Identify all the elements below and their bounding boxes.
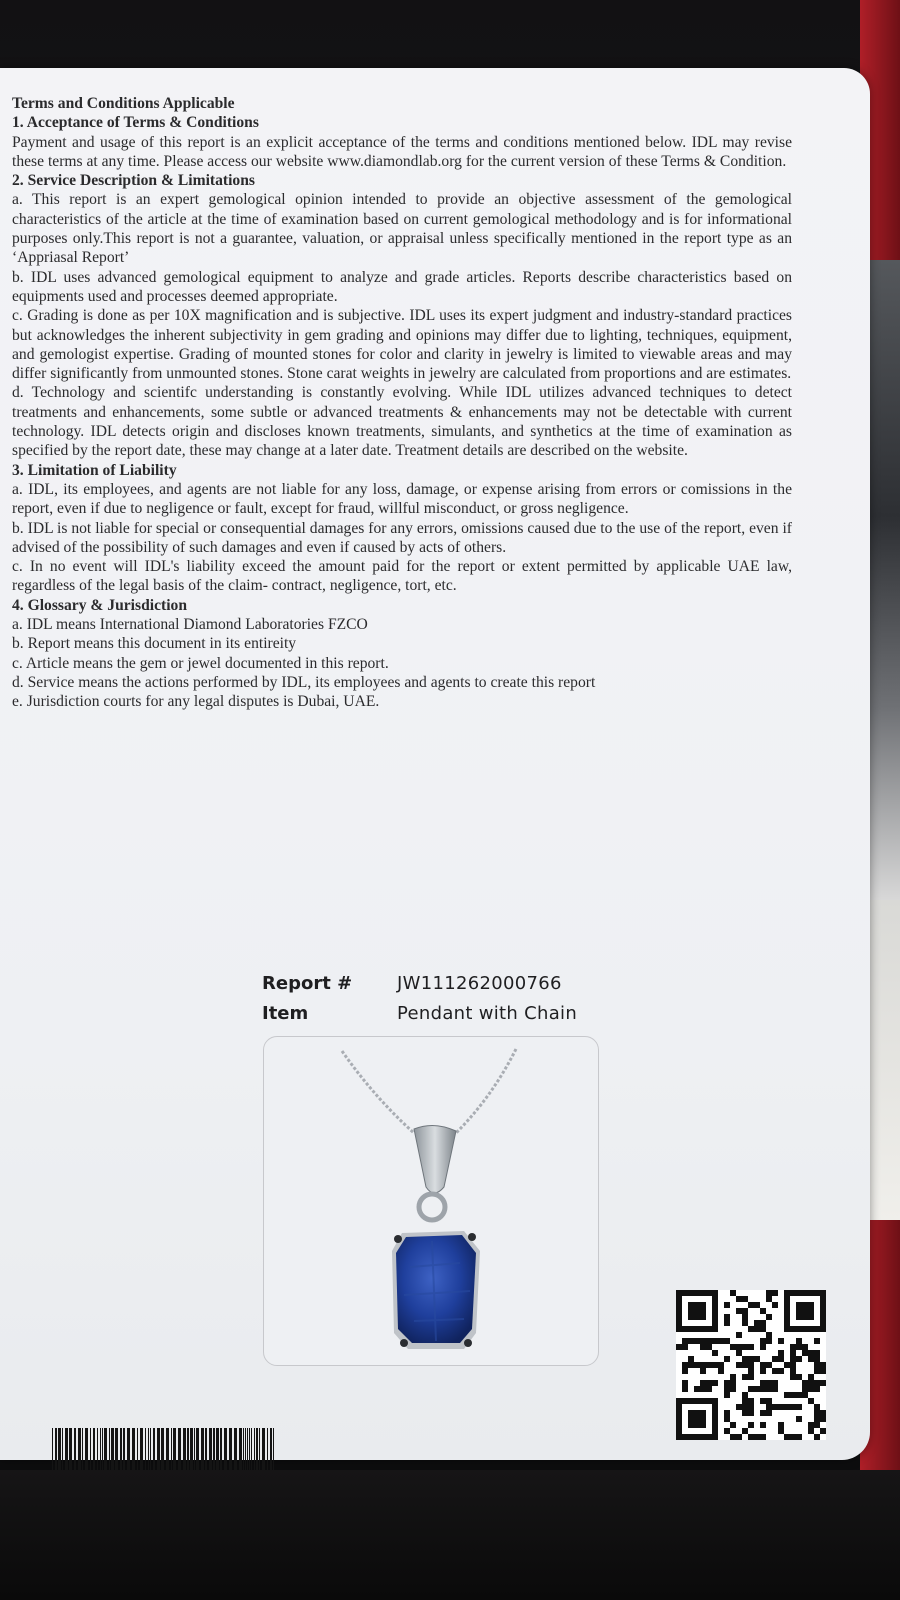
pendant-image (264, 1037, 598, 1365)
report-number-value: JW111262000766 (397, 972, 562, 994)
qr-code-icon[interactable] (676, 1290, 826, 1440)
section-4-item-e: e. Jurisdiction courts for any legal disputes is Dubai, UAE. (12, 693, 380, 711)
chain-left (342, 1051, 414, 1133)
item-label: Item (262, 1002, 309, 1024)
section-1-text: Payment and usage of this report is an explicit acceptance of the terms and conditions mentioned below. IDL may revise these terms at any time. Please access our website www.diamondlab.org for the current version of these Terms & Condition. (12, 133, 792, 170)
section-4-item-d: d. Service means the actions performed by IDL, its employees and agents to create this report (12, 673, 596, 691)
prong (400, 1339, 408, 1347)
report-number-label: Report # (262, 972, 353, 994)
pendant-bail (414, 1125, 456, 1193)
section-2-item-d: d. Technology and scientifc understanding is constantly evolving. While IDL utilizes advanced techniques to detect treatments and enhancements, some subtle or advanced treatments & enhancements may not be detectable with current technology. IDL detects origin and discloses known treatments, simulants, and synthetics at the time of examination as specified by the report date, these may change at a later date. Treatment details are described on the website. (12, 384, 792, 460)
section-3-item-c: c. In no event will IDL's liability exceed the amount paid for the report or extent permitted by applicable UAE law, regardless of the legal basis of the claim- contract, negligence, tort, etc. (12, 558, 792, 595)
jump-ring (419, 1194, 445, 1220)
item-value: Pendant with Chain (397, 1002, 578, 1024)
pendant-photo-frame (263, 1036, 599, 1366)
item-row (262, 998, 577, 1028)
report-number-row (262, 968, 577, 998)
section-3-item-b: b. IDL is not liable for special or consequential damages for any errors, omissions caused due to the use of the report, even if advised of the possibility of such damages and even if caused by acts of others. (12, 519, 792, 556)
section-4-heading: 4. Glossary & Jurisdiction (12, 596, 188, 614)
chain-right (456, 1049, 516, 1133)
prong (394, 1235, 402, 1243)
section-2-item-b: b. IDL uses advanced gemological equipment to analyze and grade articles. Reports describe characteristics based on equipments used and processes deemed appropriate. (12, 268, 792, 305)
report-details (262, 968, 577, 1028)
terms-title: Terms and Conditions Applicable (12, 95, 235, 112)
terms-and-conditions (12, 94, 792, 712)
section-3-heading: 3. Limitation of Liability (12, 461, 177, 479)
prong (464, 1339, 472, 1347)
section-4-item-c: c. Article means the gem or jewel documented in this report. (12, 654, 389, 672)
section-3-item-a: a. IDL, its employees, and agents are not liable for any loss, damage, or expense arising from errors or comissions in the report, even if due to negligence or fault, except for fraud, willful misconduct, or gross negligence. (12, 480, 792, 518)
section-4-item-b: b. Report means this document in its entireity (12, 635, 297, 653)
section-2-heading: 2. Service Description & Limitations (12, 172, 255, 190)
section-2-item-c: c. Grading is done as per 10X magnification and is subjective. IDL uses its expert judgment and industry-standard practices but acknowledges the inherent subjectivity in gem grading and opinions may differ due to lighting, techniques, equipment, and gemologist expertise. Grading of mounted stones for color and clarity in jewelry is limited to viewable areas and may differ significantly from unmounted stones. Stone carat weights in jewelry are calculated from proportions and are estimates. (12, 307, 792, 383)
barcode-icon (52, 1428, 278, 1472)
section-2-item-a: a. This report is an expert gemological opinion intended to provide an objective assessment of the gemological characteristics of the article at the time of examination based on current gemological methodology and is for informational purposes only.This report is not a guarantee, valuation, or appraisal unless specifically mentioned in the report type as an ‘Appriasal Report’ (12, 191, 792, 267)
prong (468, 1233, 476, 1241)
dark-background-bottom (0, 1470, 900, 1600)
section-4-item-a: a. IDL means International Diamond Laboratories FZCO (12, 616, 368, 634)
section-1-heading: 1. Acceptance of Terms & Conditions (12, 114, 259, 132)
